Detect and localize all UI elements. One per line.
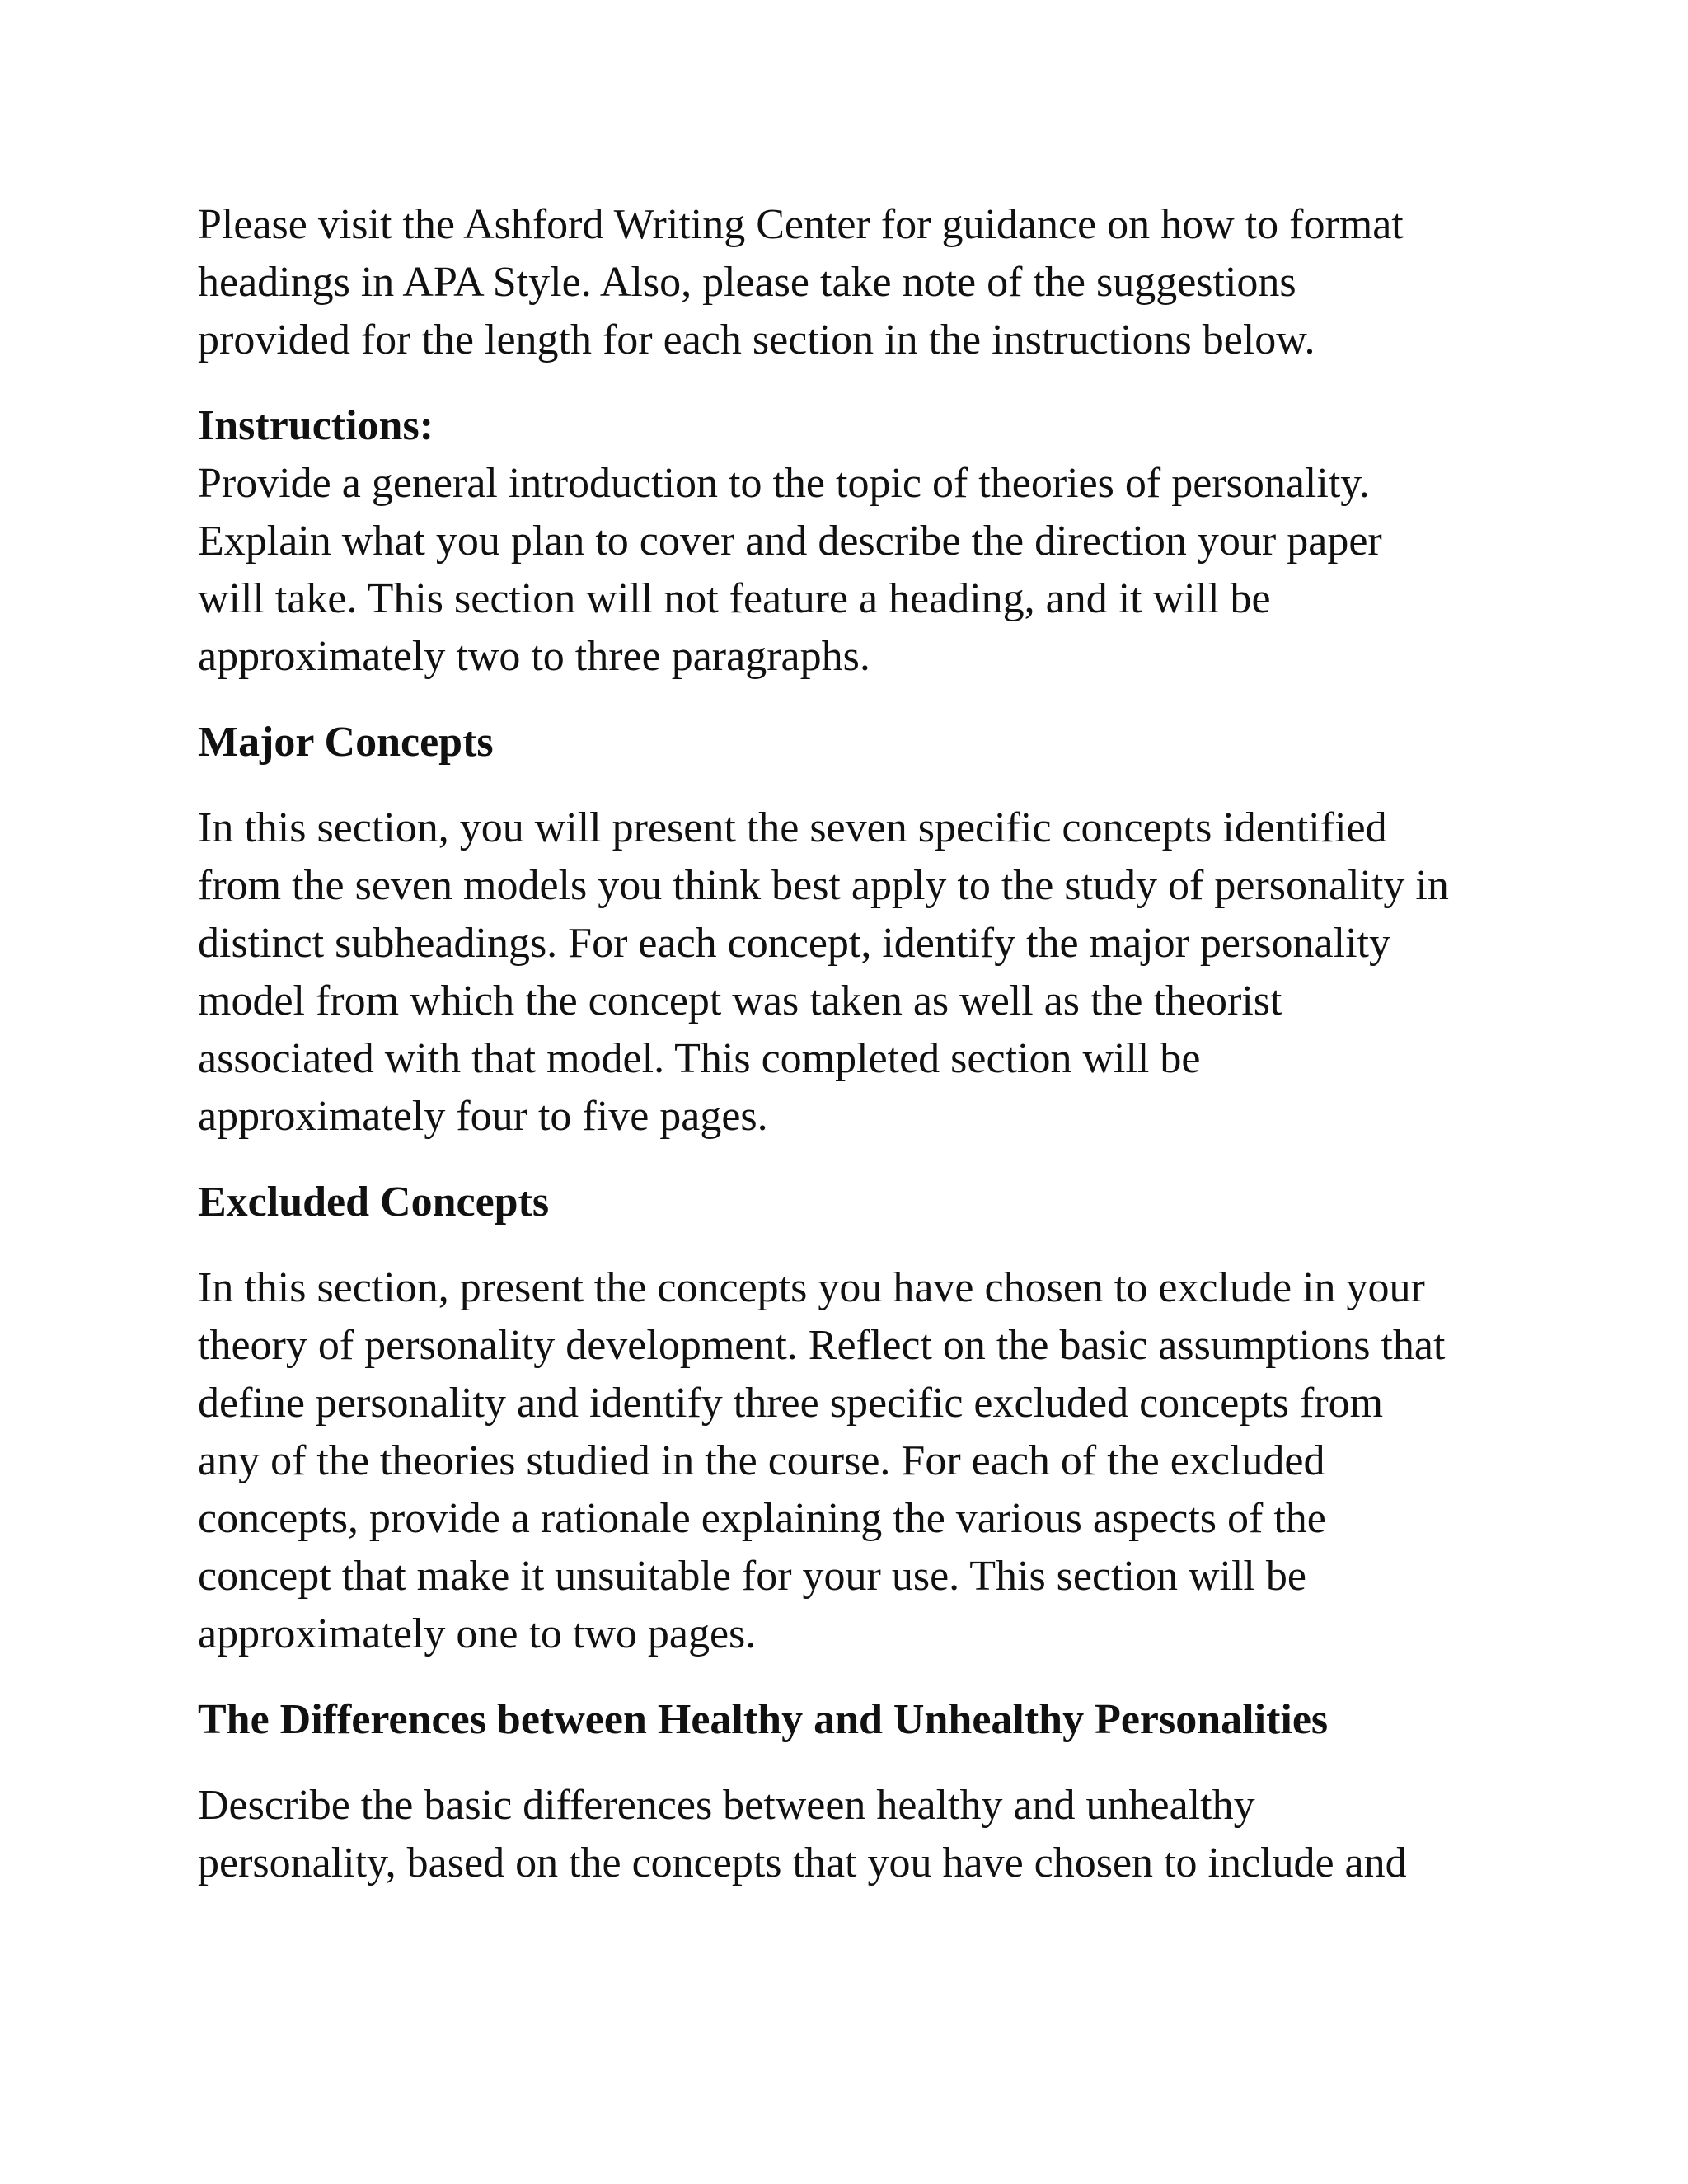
intro-line: headings in APA Style. Also, please take note of the suggestions — [198, 259, 1296, 306]
instructions-line: approximately two to three paragraphs. — [198, 633, 870, 680]
instructions-line: will take. This section will not feature a heading, and it will be — [198, 575, 1271, 622]
intro-paragraph — [198, 196, 1517, 369]
major-concepts-line: approximately four to five pages. — [198, 1093, 768, 1140]
excluded-concepts-line: any of the theories studied in the course. For each of the excluded — [198, 1437, 1325, 1484]
differences-line: Describe the basic differences between healthy and unhealthy — [198, 1782, 1255, 1829]
excluded-concepts-line: define personality and identify three specific excluded concepts from — [198, 1380, 1384, 1427]
intro-line: Please visit the Ashford Writing Center for guidance on how to format — [198, 201, 1404, 248]
instructions-paragraph — [198, 455, 1517, 686]
instructions-line: Explain what you plan to cover and describe the direction your paper — [198, 518, 1382, 565]
excluded-concepts-line: concept that make it unsuitable for your use. This section will be — [198, 1553, 1306, 1600]
differences-heading: The Differences between Healthy and Unhealthy Personalities — [198, 1696, 1329, 1743]
excluded-concepts-line: concepts, provide a rationale explaining the various aspects of the — [198, 1495, 1326, 1542]
instructions-heading: Instructions: — [198, 402, 434, 449]
excluded-concepts-line: approximately one to two pages. — [198, 1610, 757, 1657]
major-concepts-line: In this section, you will present the seven specific concepts identified — [198, 804, 1387, 851]
instructions-line: Provide a general introduction to the topic of theories of personality. — [198, 460, 1370, 507]
excluded-concepts-line: theory of personality development. Reflect on the basic assumptions that — [198, 1322, 1446, 1369]
excluded-concepts-line: In this section, present the concepts you have chosen to exclude in your — [198, 1264, 1425, 1311]
major-concepts-line: distinct subheadings. For each concept, identify the major personality — [198, 920, 1390, 967]
document-body — [198, 196, 1517, 1892]
intro-line: provided for the length for each section in the instructions below. — [198, 316, 1315, 363]
major-concepts-line: from the seven models you think best apply to the study of personality in — [198, 862, 1449, 909]
excluded-concepts-heading: Excluded Concepts — [198, 1179, 550, 1226]
major-concepts-line: model from which the concept was taken as well as the theorist — [198, 977, 1282, 1024]
differences-paragraph — [198, 1777, 1517, 1892]
major-concepts-paragraph — [198, 799, 1517, 1146]
major-concepts-line: associated with that model. This completed section will be — [198, 1035, 1201, 1082]
major-concepts-heading: Major Concepts — [198, 719, 494, 766]
differences-line: personality, based on the concepts that you have chosen to include and — [198, 1840, 1407, 1886]
excluded-concepts-paragraph — [198, 1259, 1517, 1663]
